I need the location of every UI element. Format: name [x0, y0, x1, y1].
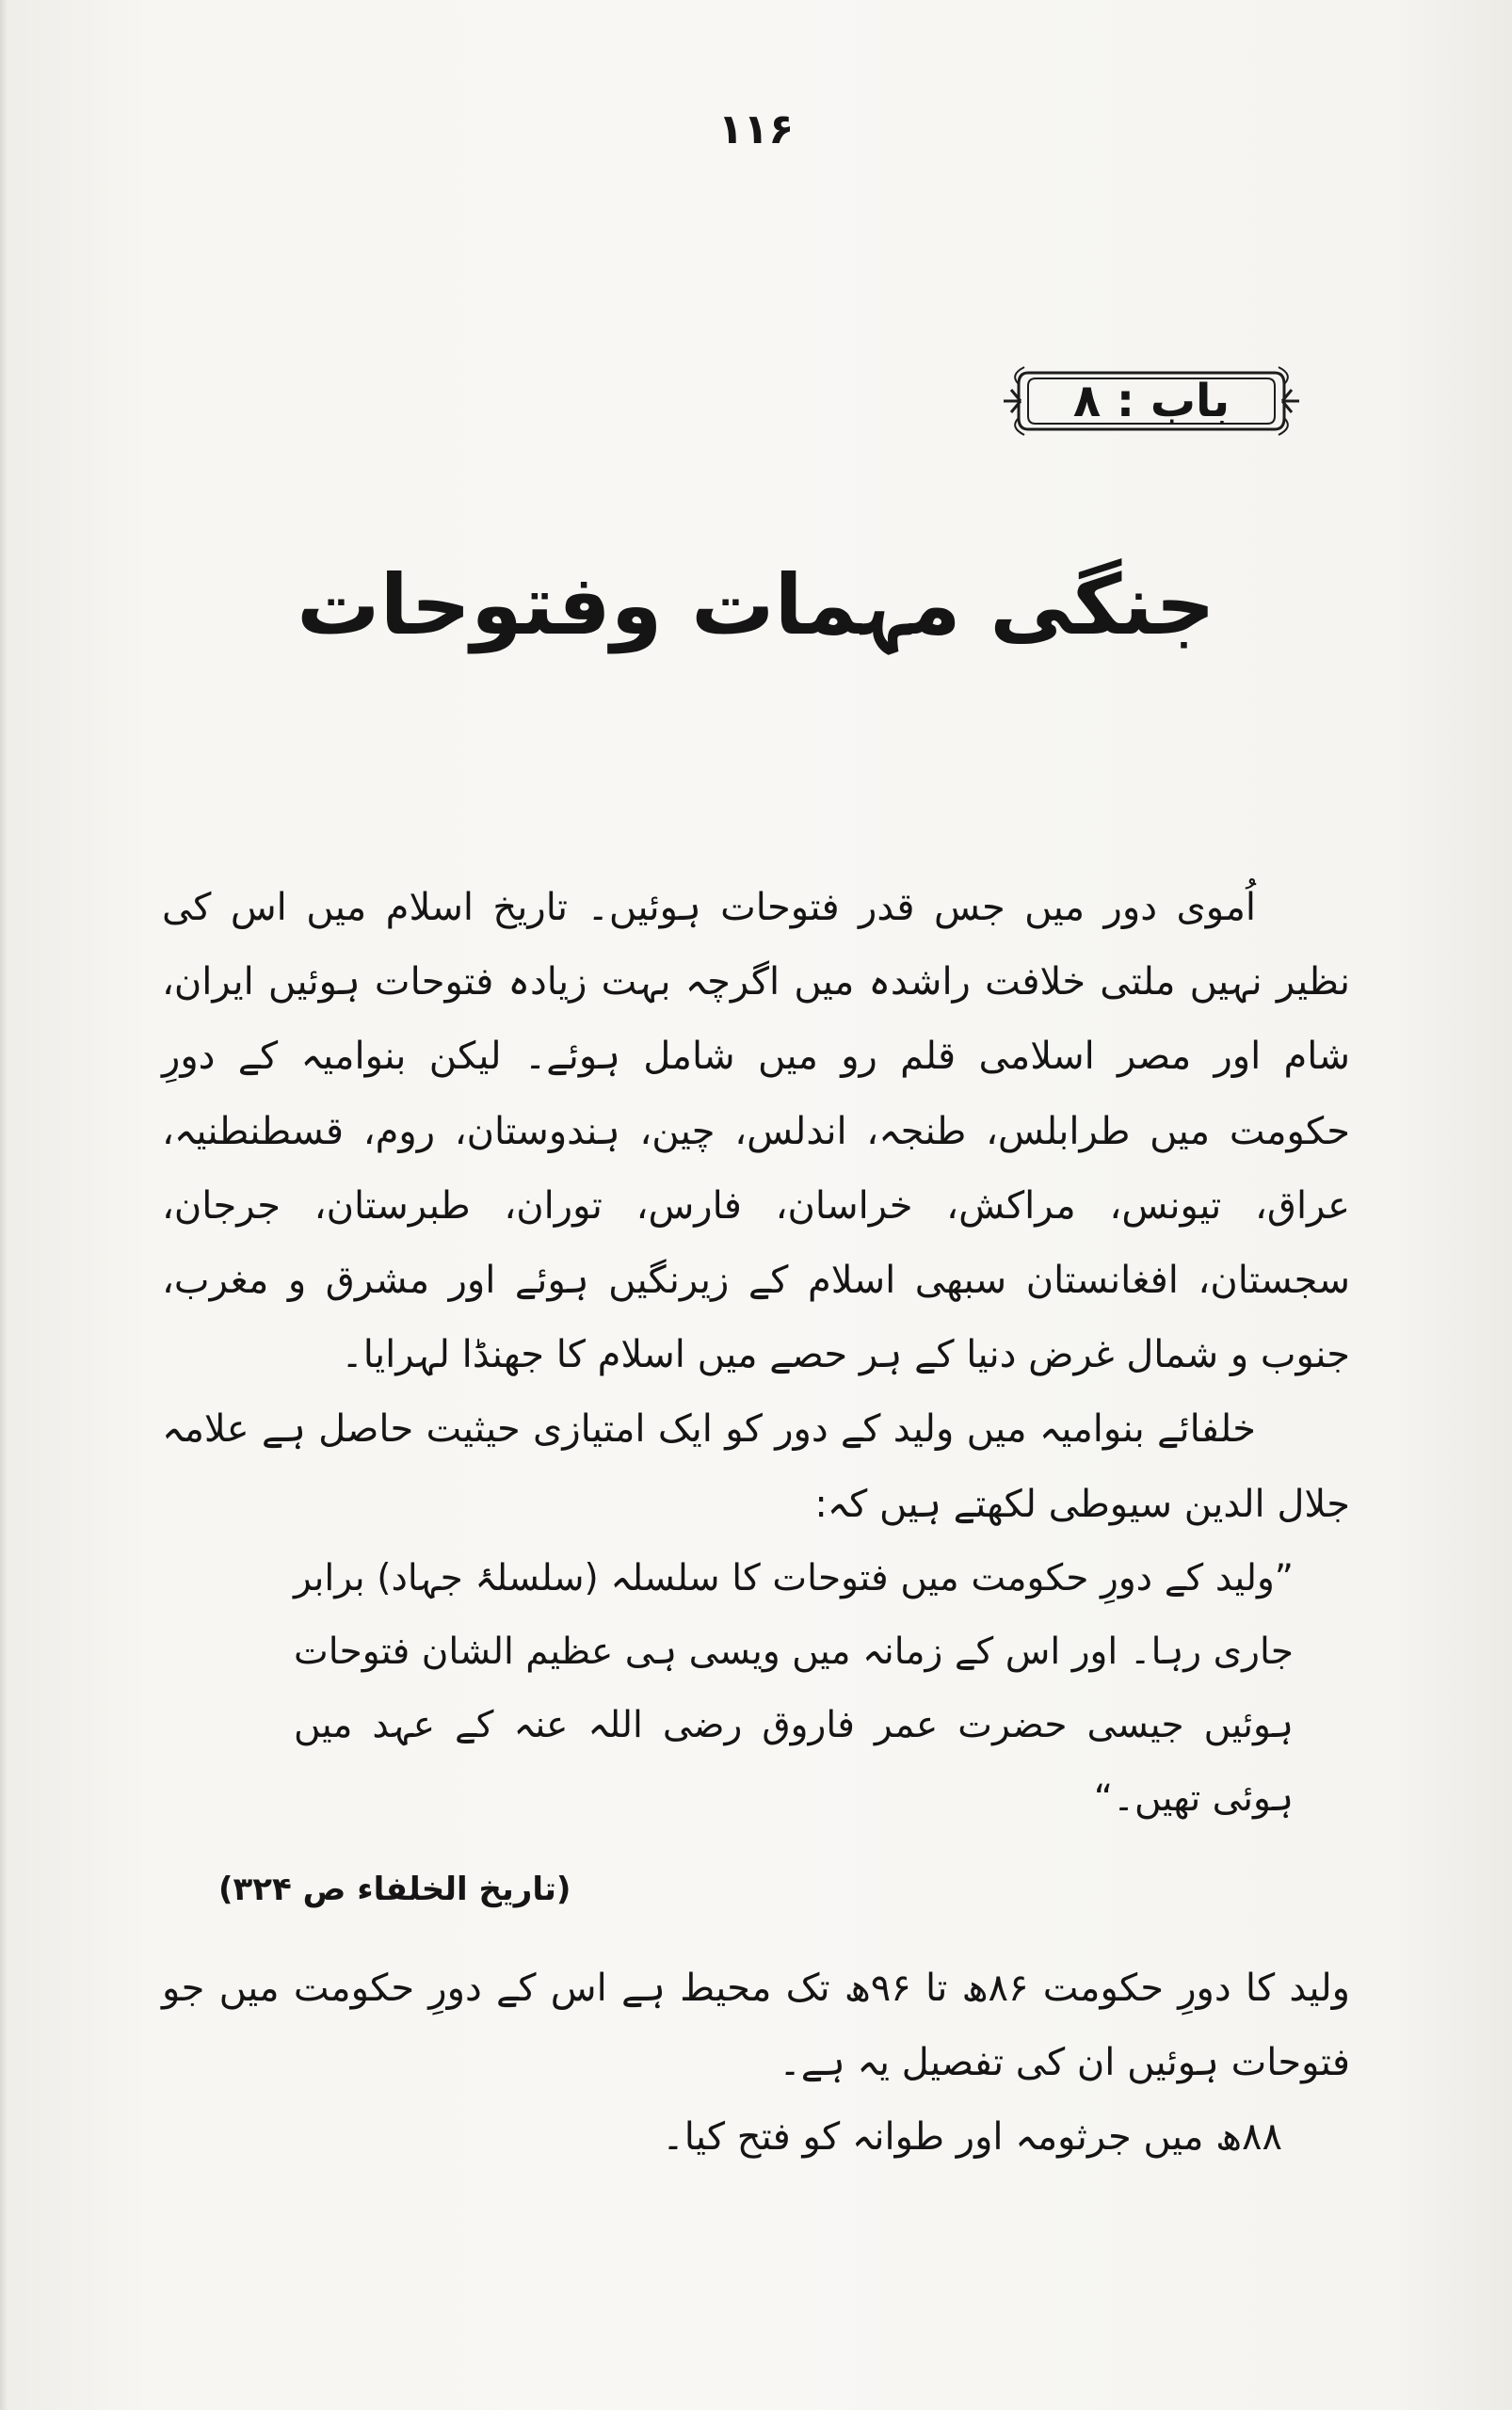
body-text [162, 871, 1350, 2176]
conquest-line-88: ۸۸ھ میں جرثومہ اور طوانہ کو فتح کیا۔ [662, 2115, 1282, 2160]
chapter-label-frame [996, 356, 1307, 446]
paragraph-2: خلفائے بنوامیہ میں ولید کے دور کو ایک امتیازی حیثیت حاصل ہے علامہ جلال الدین سیوطی لکھتے ہیں کہ: [162, 1407, 1350, 1526]
page-edge-shadow [0, 0, 8, 2410]
reference-citation: (تاریخ الخلفاء ص ۳۲۴) [218, 1870, 571, 1908]
page-number: ۱۱۶ [717, 105, 795, 153]
paragraph-1: اُموی دور میں جس قدر فتوحات ہوئیں۔ تاریخ اسلام میں اس کی نظیر نہیں ملتی خلافت راشدہ میں اگرچہ بہت زیادہ فتوحات ہوئیں ایران، شام اور مصر اسلامی قلم رو میں شامل ہوئے۔ لیکن بنوامیہ کے دورِ حکومت میں طرابلس، طنجہ، اندلس، چین، ہندوستان، روم، قسطنطنیہ، عراق، تیونس، مراکش، خراسان، فارس، توران، طبرستان، جرجان، سجستان، افغانستان سبھی اسلام کے زیرنگیں ہوئے اور مشرق و مغرب، جنوب و شمال غرض دنیا کے ہر حصے میں اسلام کا جھنڈا لہرایا۔ [162, 886, 1350, 1377]
paragraph-3: ولید کا دورِ حکومت ۸۶ھ تا ۹۶ھ تک محیط ہے اس کے دورِ حکومت میں جو فتوحات ہوئیں ان کی تفصیل یہ ہے۔ [162, 1967, 1351, 2085]
chapter-label: باب : ۸ [1072, 375, 1231, 427]
quoted-passage: ”ولید کے دورِ حکومت میں فتوحات کا سلسلہ (سلسلۂ جہاد) برابر جاری رہا۔ اور اس کے زمانہ میں ویسی ہی عظیم الشان فتوحات ہوئیں جیسی حضرت عمر فاروق رضی اللہ عنہ کے عہد میں ہوئی تھیں۔“ [294, 1556, 1294, 1820]
chapter-title: جنگی مہمات وفتوحات [297, 556, 1215, 653]
